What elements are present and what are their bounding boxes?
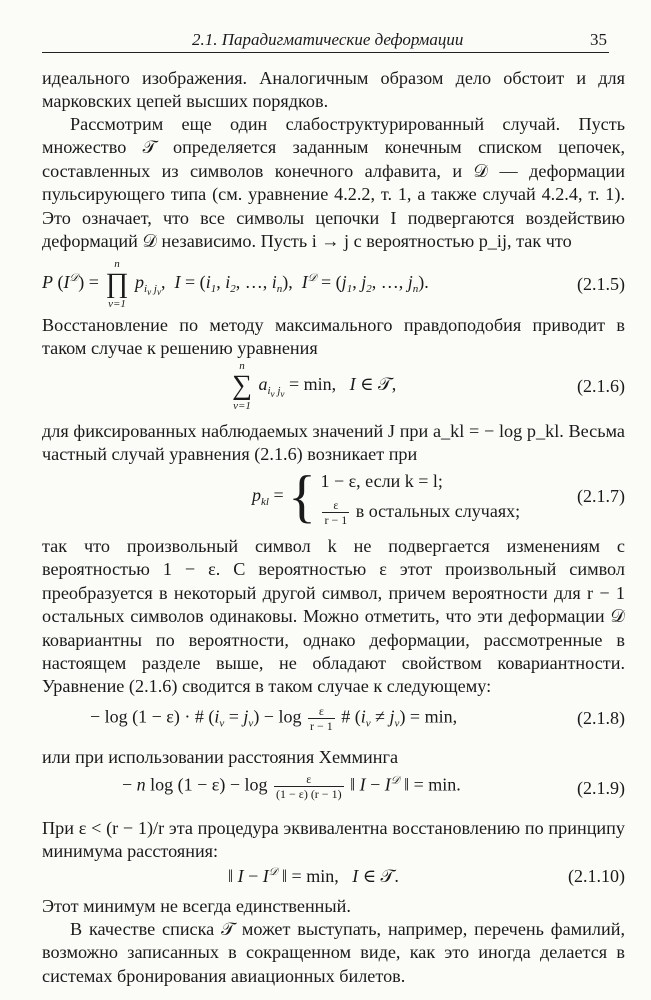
equation-number: (2.1.8) <box>577 708 625 728</box>
equation-number: (2.1.10) <box>568 866 625 886</box>
equation-number: (2.1.5) <box>577 274 625 294</box>
equation-number: (2.1.7) <box>577 486 625 506</box>
paragraph-3: Восстановление по методу максимального правдоподобия приводит в таком случае к решению уравнения <box>42 315 625 359</box>
equation-number: (2.1.9) <box>577 778 625 798</box>
equation-2-1-9: − n log (1 − ε) − log $\frac{\varepsilon}{(1 - \varepsilon) (r - 1)}$ ‖ $I - I^𝒟$ ‖ = min. (2.1.9) <box>122 772 625 801</box>
paragraph-2: Рассмотрим еще один слабоструктурированный случай. Пусть множество 𝒯 определяется заданным конечным списком цепочек, составленных из символов конечного алфавита, и 𝒟 — деформации пульсирующего типа (см. уравнение 4.2.2, т. 1, а также случай 4.2.4, т. 1). Это означает, что все символы цепочки I подвергаются воздействию деформаций 𝒟 независимо. Пусть i → j с вероятностью p_ij, так что <box>42 114 625 252</box>
paragraph-1: идеального изображения. Аналогичным образом дело обстоит и для марковских цепей высших порядков. <box>42 68 625 112</box>
header-title: 2.1. Парадигматические деформации <box>192 30 464 49</box>
paragraph-5: так что произвольный символ k не подвергается изменениям с вероятностью 1 − ε. С вероятностью ε этот произвольный символ преобразуется в некоторый другой символ, причем вероятности для r − 1 остальных символов одинаковы. Можно отметить, что эти деформации 𝒟 ковариантны по вероятности, однако деформации, рассмотренные в настоящем разделе выше, не обладают свойством ковариантности. Уравнение (2.1.6) сводится в таком случае к следующему: <box>42 536 625 697</box>
running-header <box>42 28 609 53</box>
paragraph-4: для фиксированных наблюдаемых значений J при a_kl = − log p_kl. Весьма частный случай уравнения (2.1.6) возникает при <box>42 421 625 465</box>
equation-2-1-5: P $(I^𝒟)$ = n ∏ ν=1 $p_{i_\nu j_\nu}$, $I = (i_1$, $i_2$, …, $i_n$), $I^𝒟 = (j_1$, $j_2$, …, $j_n$). (2.1.5) <box>42 258 625 310</box>
paragraph-6: или при использовании расстояния Хемминга <box>42 747 399 767</box>
equation-2-1-6: n ∑ ν=1 $a_{i_\nu j_\nu} = \min$, I ∈ 𝒯, (2.1.6) <box>232 360 625 412</box>
equation-2-1-7: $p_{kl}$ = { 1 − ε, если k = l; $\frac{\varepsilon}{r - 1}$ в остальных случаях; (2.1.7) <box>252 463 625 529</box>
paragraph-7: При ε < (r − 1)/r эта процедура эквивалентна восстановлению по принципу минимума расстояния: <box>42 818 625 862</box>
equation-2-1-10: ‖ $I - I^𝒟$ ‖ = min, I ∈ 𝒯. (2.1.10) <box>228 866 625 886</box>
paragraph-8: Этот минимум не всегда единственный. <box>42 896 351 916</box>
page-number: 35 <box>590 30 607 49</box>
equation-number: (2.1.6) <box>577 376 625 396</box>
equation-2-1-8: − log (1 − ε) · # $(i_\nu = j_\nu) - \log$ $\frac{\varepsilon}{r - 1}$ # $(i_\nu \ne j_\nu) = \min$, (2.1.8) <box>90 704 625 733</box>
paragraph-9: В качестве списка 𝒯 может выступать, например, перечень фамилий, возможно записанных в сокращенном виде, как это иногда делается в системах бронирования авиационных билетов. <box>42 919 625 986</box>
